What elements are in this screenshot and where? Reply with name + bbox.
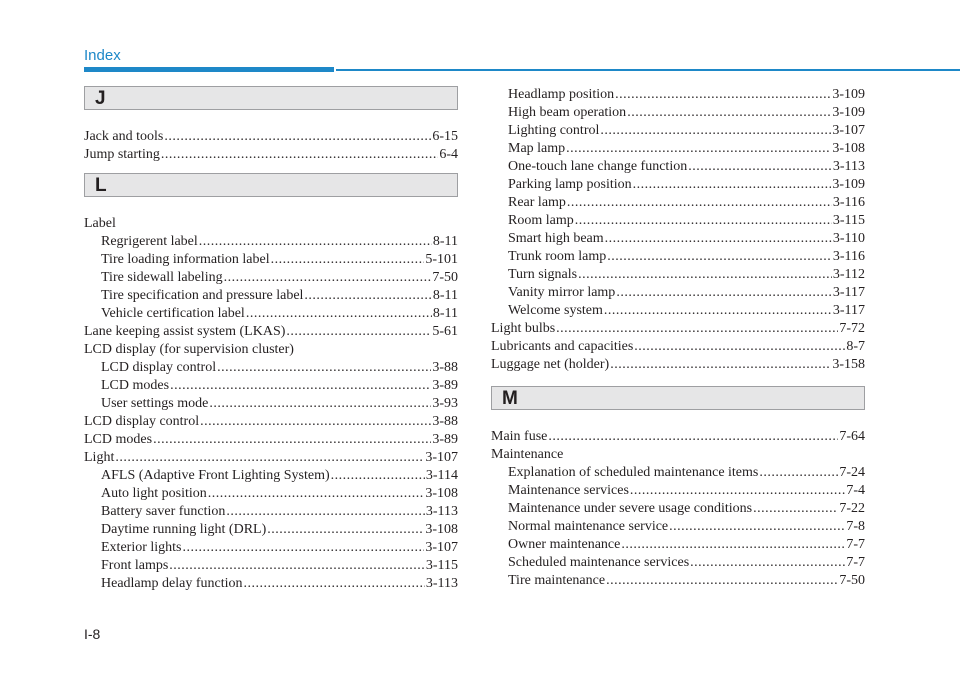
index-subentry[interactable]: Tire loading information label ..... 5-101 (84, 251, 458, 269)
index-subentry[interactable]: Map lamp ..... 3-108 (491, 140, 865, 158)
index-subentry[interactable]: High beam operation ..... 3-109 (491, 104, 865, 122)
index-subentry[interactable]: Vanity mirror lamp ..... 3-117 (491, 284, 865, 302)
section-letter: L (95, 175, 107, 196)
index-subentry[interactable]: Tire sidewall labeling ..... 7-50 (84, 269, 458, 287)
index-subentry[interactable]: Daytime running light (DRL) ..... 3-108 (84, 521, 458, 539)
index-entry[interactable]: Lane keeping assist system (LKAS) ..... 5-61 (84, 323, 458, 341)
index-entry[interactable]: Jump starting ..... 6-4 (84, 146, 458, 164)
index-subentry[interactable]: Battery saver function ..... 3-113 (84, 503, 458, 521)
index-heading: LCD display (for supervision cluster) (84, 342, 294, 357)
index-entry[interactable]: Jack and tools ..... 6-15 (84, 128, 458, 146)
index-subentry[interactable]: Room lamp ..... 3-115 (491, 212, 865, 230)
index-entry[interactable]: Main fuse ..... 7-64 (491, 428, 865, 446)
index-column-left (84, 86, 458, 593)
index-entry[interactable]: Light ..... 3-107 (84, 449, 458, 467)
index-subentry[interactable]: Regrigerent label ..... 8-11 (84, 233, 458, 251)
index-subentry[interactable]: Lighting control ..... 3-107 (491, 122, 865, 140)
index-entry[interactable]: LCD modes ..... 3-89 (84, 431, 458, 449)
index-subentry[interactable]: Parking lamp position ..... 3-109 (491, 176, 865, 194)
index-subentry[interactable]: LCD display control ..... 3-88 (84, 359, 458, 377)
index-subentry[interactable]: AFLS (Adaptive Front Lighting System) ..... 3-114 (84, 467, 458, 485)
index-subentry[interactable]: Owner maintenance ..... 7-7 (491, 536, 865, 554)
index-entry[interactable]: Luggage net (holder) ..... 3-158 (491, 356, 865, 374)
index-entry[interactable]: Light bulbs ..... 7-72 (491, 320, 865, 338)
index-subentry[interactable]: Maintenance under severe usage conditions ..... 7-22 (491, 500, 865, 518)
section-letter: M (502, 388, 518, 409)
index-subentry[interactable]: Vehicle certification label ..... 8-11 (84, 305, 458, 323)
index-subentry[interactable]: Smart high beam ..... 3-110 (491, 230, 865, 248)
index-heading: Label (84, 216, 116, 231)
index-subentry[interactable]: One-touch lane change function ..... 3-113 (491, 158, 865, 176)
index-subentry[interactable]: User settings mode ..... 3-93 (84, 395, 458, 413)
index-subentry[interactable]: Trunk room lamp ..... 3-116 (491, 248, 865, 266)
index-entry[interactable]: LCD display control ..... 3-88 (84, 413, 458, 431)
page-header-title: Index (84, 47, 121, 64)
section-header-m (491, 386, 865, 410)
index-subentry[interactable]: Exterior lights ..... 3-107 (84, 539, 458, 557)
section-header-j (84, 86, 458, 110)
index-column-right (491, 86, 865, 590)
section-header-l (84, 173, 458, 197)
index-subentry[interactable]: Normal maintenance service ..... 7-8 (491, 518, 865, 536)
index-subentry[interactable]: Headlamp delay function ..... 3-113 (84, 575, 458, 593)
index-subentry[interactable]: Explanation of scheduled maintenance items ..... 7-24 (491, 464, 865, 482)
page-number: I-8 (84, 626, 101, 642)
index-subentry[interactable]: Auto light position ..... 3-108 (84, 485, 458, 503)
index-heading: Maintenance (491, 447, 564, 462)
index-subentry[interactable]: Rear lamp ..... 3-116 (491, 194, 865, 212)
index-subentry[interactable]: Tire maintenance ..... 7-50 (491, 572, 865, 590)
index-subentry[interactable]: Maintenance services ..... 7-4 (491, 482, 865, 500)
index-entry[interactable]: Lubricants and capacities ..... 8-7 (491, 338, 865, 356)
section-letter: J (95, 88, 106, 109)
index-subentry[interactable]: Headlamp position ..... 3-109 (491, 86, 865, 104)
header-accent-bar (84, 67, 334, 72)
index-subentry[interactable]: Welcome system ..... 3-117 (491, 302, 865, 320)
index-subentry[interactable]: Turn signals ..... 3-112 (491, 266, 865, 284)
index-subentry[interactable]: Tire specification and pressure label ..... 8-11 (84, 287, 458, 305)
index-subentry[interactable]: Scheduled maintenance services ..... 7-7 (491, 554, 865, 572)
header-rule (336, 69, 960, 71)
index-subentry[interactable]: Front lamps ..... 3-115 (84, 557, 458, 575)
index-subentry[interactable]: LCD modes ..... 3-89 (84, 377, 458, 395)
